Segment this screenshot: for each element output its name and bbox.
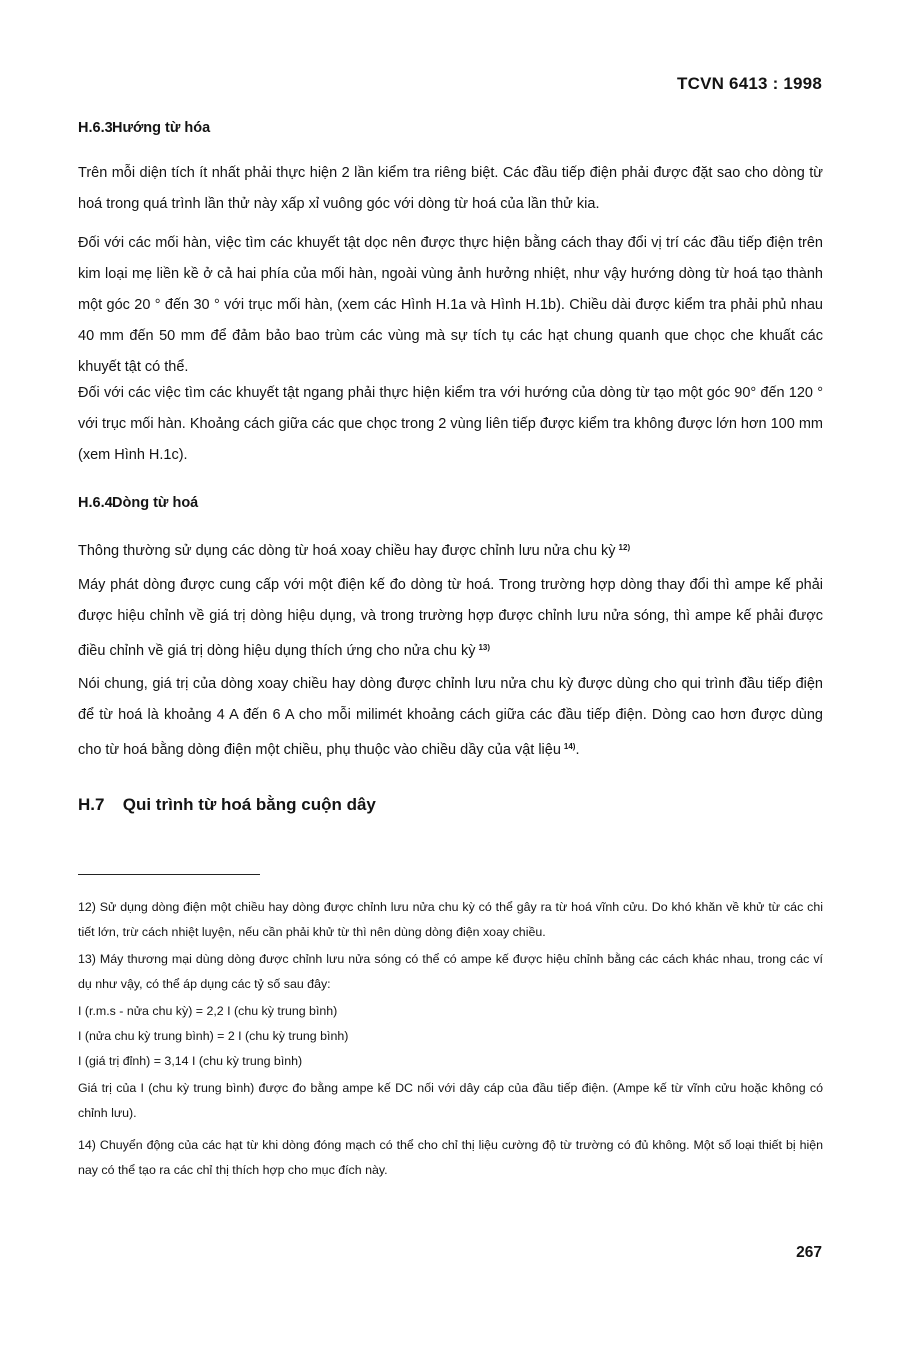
section-heading-h64 — [78, 495, 198, 511]
paragraph-text: Thông thường sử dụng các dòng từ hoá xoay chiều hay được chỉnh lưu nửa chu kỳ — [78, 543, 616, 559]
standard-code: TCVN 6413 : 1998 — [677, 74, 822, 93]
paragraph — [78, 570, 823, 667]
section-title: Qui trình từ hoá bằng cuộn dây — [122, 795, 376, 814]
footnote-ref: 14) — [563, 742, 576, 751]
paragraph-end: . — [575, 742, 580, 758]
footnote-13-line: Giá trị của I (chu kỳ trung bình) được đo bằng ampe kế DC nối với dây cáp của đầu tiếp điện. (Ampe kế từ vĩnh cửu hoặc không có chỉnh lưu). — [78, 1081, 823, 1120]
section-heading-h7 — [78, 795, 376, 815]
section-number: H.7 — [78, 795, 105, 814]
paragraph: Đối với các việc tìm các khuyết tật ngang phải thực hiện kiểm tra với hướng của dòng từ tạo một góc 90° đến 120 ° với trục mối hàn. Khoảng cách giữa các que chọc trong 2 vùng liên tiếp được kiểm tra không được lớn hơn 100 mm (xem Hình H.1c). — [78, 385, 823, 463]
section-title: Dòng từ hoá — [112, 495, 199, 511]
section-number: H.6.3 — [78, 120, 113, 136]
section-heading-h63 — [78, 120, 210, 136]
paragraph — [78, 669, 823, 766]
footnote-13-line: I (giá trị đỉnh) = 3,14 I (chu kỳ trung bình) — [78, 1054, 303, 1068]
footnote-13-line: I (r.m.s - nửa chu kỳ) = 2,2 I (chu kỳ trung bình) — [78, 1004, 338, 1018]
paragraph: Trên mỗi diện tích ít nhất phải thực hiện 2 lần kiểm tra riêng biệt. Các đầu tiếp điện phải được đặt sao cho dòng từ hoá trong quá trình lần thử này xấp xỉ vuông góc với dòng từ hoá của lần thử kia. — [78, 165, 823, 212]
page-number: 267 — [796, 1244, 822, 1261]
footnote-ref: 13) — [478, 643, 491, 652]
footnote-14: 14) Chuyển động của các hạt từ khi dòng đóng mạch có thể cho chỉ thị liệu cường độ từ trường có đủ không. Một số loại thiết bị hiện nay có thể tạo ra các chỉ thị thích hợp cho mục đích này. — [78, 1138, 823, 1177]
footnote-12: 12) Sử dụng dòng điện một chiều hay dòng được chỉnh lưu nửa chu kỳ có thể gây ra từ hoá vĩnh cửu. Do khó khăn về khử từ các chi tiết lớn, trừ cách nhiệt luyện, nếu cần phải khử từ thì nên dùng dòng điện xoay chiều. — [78, 900, 823, 939]
paragraph-text: Nói chung, giá trị của dòng xoay chiều hay dòng được chỉnh lưu nửa chu kỳ được dùng cho qui trình đầu tiếp điện để từ hoá là khoảng 4 A đến 6 A cho mỗi milimét khoảng cách giữa các đầu tiếp điện. Dòng cao hơn được dùng cho từ hoá bằng dòng điện một chiều, phụ thuộc vào chiều dầy của vật liệu — [78, 676, 823, 758]
section-title: Hướng từ hóa — [112, 120, 211, 136]
footnote-divider — [78, 874, 260, 875]
section-number: H.6.4 — [78, 495, 113, 511]
footnote-ref: 12) — [618, 543, 631, 552]
footnote-13: 13) Máy thương mại dùng dòng được chỉnh lưu nửa sóng có thể có ampe kế được hiệu chỉnh bằng các cách khác nhau, trong các ví dụ như vậy, có thể áp dụng các tỷ số sau đây: — [78, 952, 823, 991]
paragraph-text: Máy phát dòng được cung cấp với một điện kế đo dòng từ hoá. Trong trường hợp dòng thay đổi thì ampe kế phải được hiệu chỉnh về giá trị dòng hiệu dụng, và trong trường hợp được chỉnh lưu nửa sóng, thì ampe kế phải được điều chỉnh về giá trị dòng hiệu dụng thích ứng cho nửa chu kỳ — [78, 577, 823, 659]
paragraph: Đối với các mối hàn, việc tìm các khuyết tật dọc nên được thực hiện bằng cách thay đổi vị trí các đầu tiếp điện trên kim loại mẹ liền kề ở cả hai phía của mối hàn, ngoài vùng ảnh hưởng nhiệt, như vậy hướng dòng từ hoá tạo thành một góc 20 ° đến 30 ° với trục mối hàn, (xem các Hình H.1a và Hình H.1b). Chiều dài được kiểm tra phải phủ nhau 40 mm đến 50 mm để đảm bảo bao trùm các vùng mà sự tích tụ các hạt chung quanh que chọc che khuất các khuyết tật có thể. — [78, 235, 823, 375]
footnote-13-line: I (nửa chu kỳ trung bình) = 2 I (chu kỳ trung bình) — [78, 1029, 349, 1043]
paragraph — [78, 532, 823, 567]
